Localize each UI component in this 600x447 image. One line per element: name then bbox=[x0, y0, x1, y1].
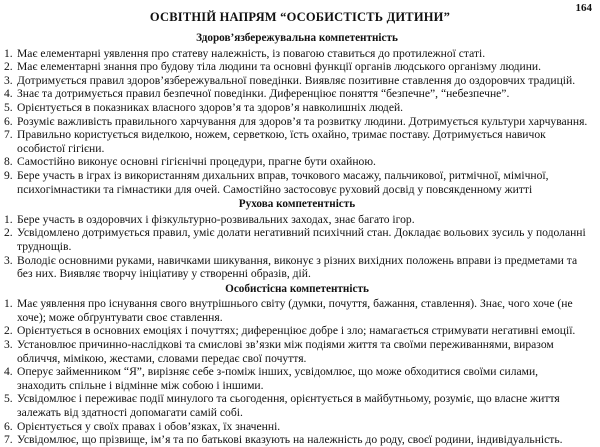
list-item: 2. Усвідомлено дотримується правил, уміє долати негативний психічний стан. Докладає вольових зусиль у подоланні труднощів. bbox=[4, 226, 586, 253]
list-item: 1. Має елементарні уявлення про статеву належність, із повагою ставиться до протилежної статі. bbox=[4, 46, 486, 60]
list-item: 6. Розуміє важливість правильного харчування для здоров’я та розвитку людини. Дотримується культури харчування. bbox=[4, 114, 588, 128]
section-heading-health: Здоров’язбережувальна компетентність bbox=[196, 32, 398, 44]
page-title: ОСВІТНІЙ НАПРЯМ “ОСОБИСТІСТЬ ДИТИНИ” bbox=[149, 10, 451, 24]
list-item: 7. Усвідомлює, що прізвище, ім’я та по батькові вказують на належність до роду, своєї родини, індивідуальність. bbox=[4, 433, 563, 447]
list-item: 9. Бере участь в іграх із використанням дихальних вправ, точкового масажу, пальчикової, ритмічної, мімічної, психогімнастики та гімнастики для очей. Самостійно застосовує руховий досвід у повсякденному житті bbox=[4, 168, 549, 196]
section-heading-motor: Рухова компетентність bbox=[238, 198, 356, 211]
page-number: 164 bbox=[575, 2, 592, 14]
list-item: 7. Правильно користується виделкою, ножем, серветкою, їсть охайно, тримає поставу. Дотримується навичок особистої гігієни. bbox=[4, 128, 546, 155]
list-item: 1. Має уявлення про існування свого внутрішнього світу (думки, почуття, бажання, ставлення). Знає, чого хоче (не хоче); може обґрунтувати своє ставлення. bbox=[4, 297, 573, 324]
list-item: 4. Оперує займенником “Я”, вирізняє себе з-поміж інших, усвідомлює, що може обходитися своїми силами, знаходить спільне і відмінне між собою і іншими. bbox=[4, 365, 539, 392]
list-item: 3. Установлює причинно-наслідкові та смислові зв’язки між подіями життя та своїми переживаннями, виразом обличчя, мімікою, жестами, словами передає свої почуття. bbox=[4, 338, 554, 365]
list-item: 2. Орієнтується в основних емоціях і почуттях; диференціює добре і зло; намагається стримувати негативні емоції. bbox=[4, 324, 576, 338]
section-heading-personal: Особистісна компетентність bbox=[225, 282, 369, 295]
list-item: 2. Має елементарні знання про будову тіла людини та основні функції органів людського організму людини. bbox=[4, 60, 542, 74]
document-body bbox=[4, 30, 590, 447]
list-item: 5. Усвідомлює і переживає події минулого та сьогодення, орієнтується в майбутньому, розуміє, що власне життя залежать від здатності допомагати самій собі. bbox=[4, 392, 560, 420]
list-item: 3. Володіє основними руками, навичками шикування, виконує з різних вихідних положень вправи із предметами та без них. Виявляє творчу ініціативу у створенні образів, дій. bbox=[4, 253, 578, 281]
list-item: 3. Дотримується правил здоров’язбережувальної поведінки. Виявляє позитивне ставлення до оздоровчих традицій. bbox=[4, 73, 576, 87]
list-item: 1. Бере участь в оздоровчих і фізкультурно-розвивальних заходах, знає багато ігор. bbox=[4, 212, 415, 226]
list-item: 5. Орієнтується в показниках власного здоров’я та здоров’я навколишніх людей. bbox=[4, 100, 404, 114]
list-item: 4. Знає та дотримується правил безпечної поведінки. Диференціює поняття “безпечне”, “небезпечне”. bbox=[4, 87, 510, 101]
list-item: 6. Орієнтується у своїх правах і обов’язках, їх значенні. bbox=[4, 419, 281, 433]
list-item: 8. Самостійно виконує основні гігієнічні процедури, прагне бути охайною. bbox=[4, 155, 376, 169]
